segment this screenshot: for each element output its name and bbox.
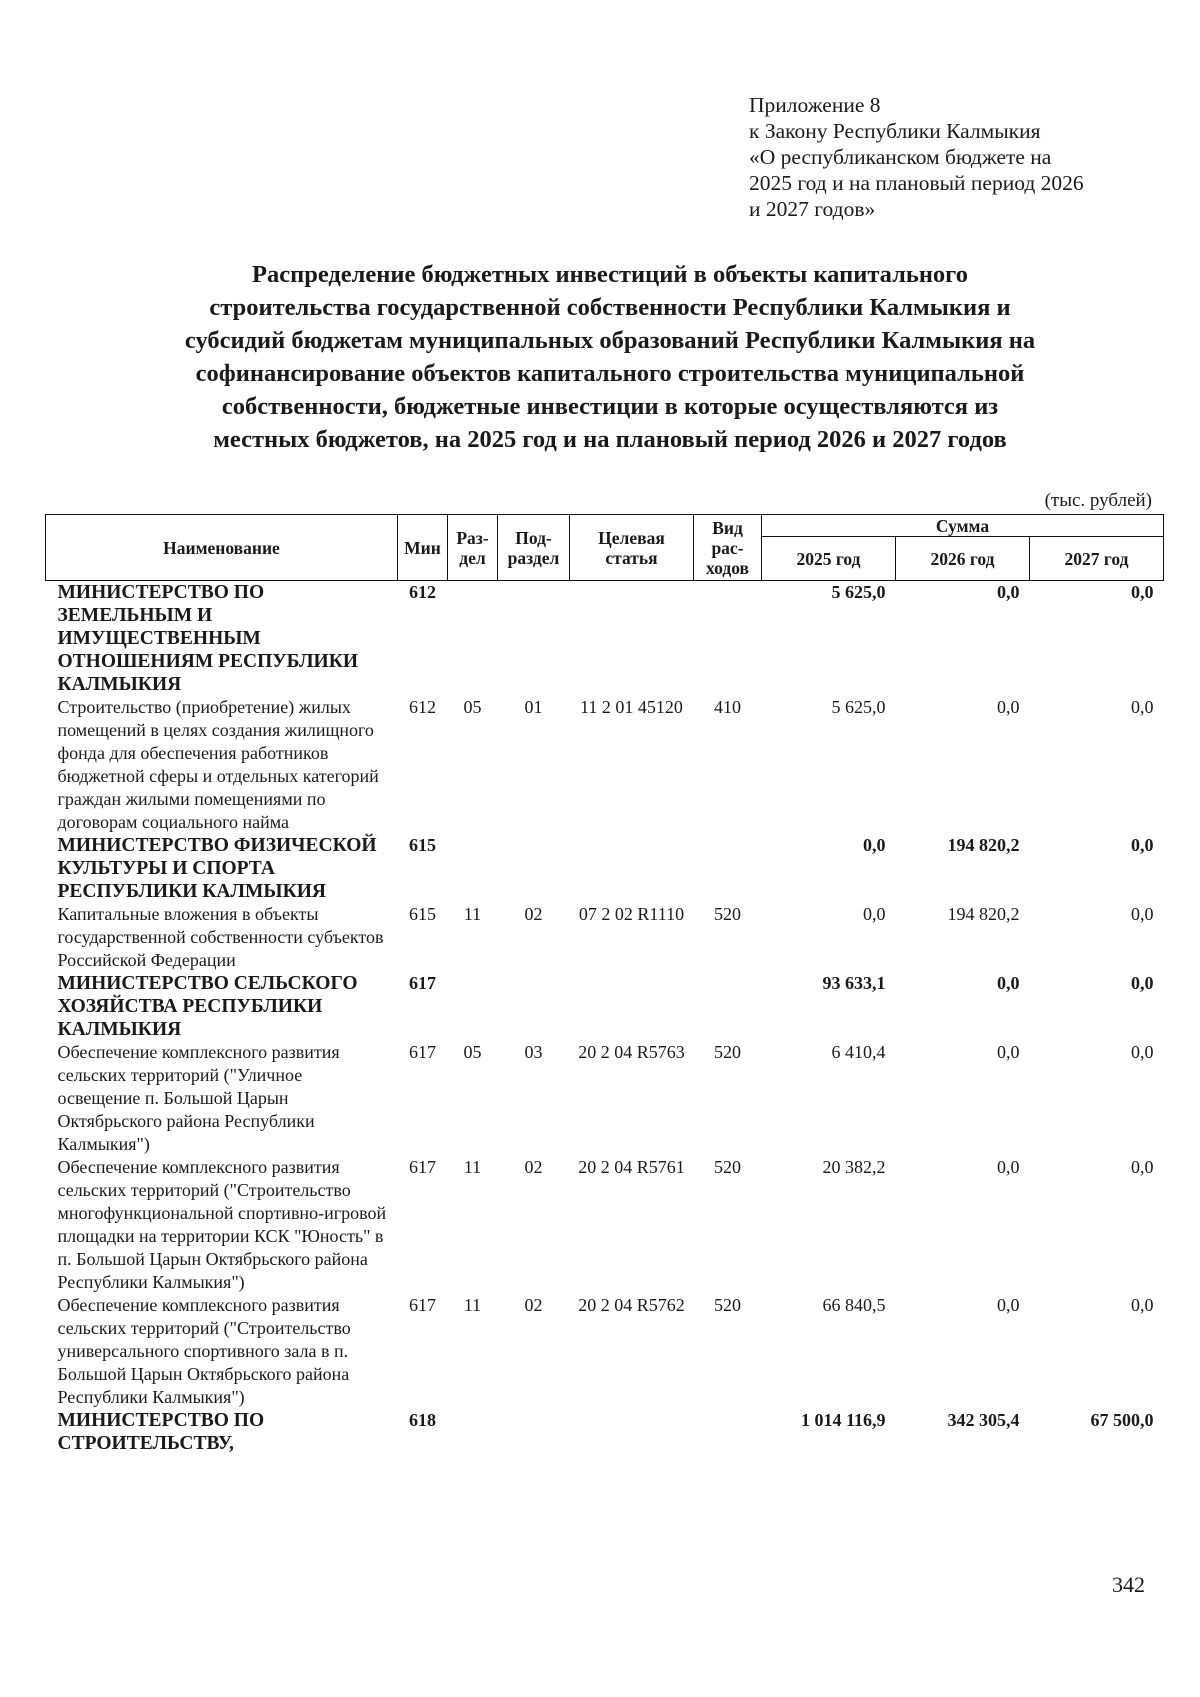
table-row [46,1041,1164,1156]
row-name: Обеспечение комплексного развития сельских территорий ("Строительство универсального спортивного зала в п. Большой Царын Октябрьского района Республики Калмыкия") [57,1295,351,1407]
table-row [46,581,1164,697]
row-2025: 1 014 116,9 [800,1410,886,1430]
row-razdel [448,581,498,697]
title-line: Распределение бюджетных инвестиций в объекты капитального [252,261,968,288]
row-razdel [448,1409,498,1455]
row-2025: 5 625,0 [831,697,886,717]
row-2025: 6 410,4 [831,1042,886,1062]
units-label: (тыс. рублей) [1044,490,1152,511]
row-podrazdel: 02 [524,1295,543,1315]
row-2027: 0,0 [1131,1042,1154,1062]
row-razdel: 11 [463,1157,482,1177]
row-target [570,972,694,1041]
title-line: собственности, бюджетные инвестиции в которые осуществляются из [221,393,999,420]
row-min: 617 [409,973,436,993]
row-2026: 0,0 [997,1157,1020,1177]
row-2025: 0,0 [863,835,886,855]
row-target: 20 2 04 R5762 [578,1295,685,1315]
row-vid: 520 [714,1157,741,1177]
row-min: 612 [409,697,436,717]
row-name: МИНИСТЕРСТВО ФИЗИЧЕСКОЙ КУЛЬТУРЫ И СПОРТА РЕСПУБЛИКИ КАЛМЫКИЯ [57,835,377,902]
title-line: строительства государственной собственности Республики Калмыкия и [209,294,1011,321]
row-2026: 0,0 [997,582,1020,602]
row-podrazdel: 02 [524,904,543,924]
table-row [46,834,1164,903]
table-row [46,1409,1164,1455]
row-target: 20 2 04 R5763 [578,1042,685,1062]
row-2025: 0,0 [863,904,886,924]
row-podrazdel: 03 [524,1042,543,1062]
row-2026: 0,0 [997,697,1020,717]
header-min: Мин [398,515,448,581]
row-2026: 0,0 [997,1295,1020,1315]
row-target [570,834,694,903]
header-razdel: Раз-дел [448,515,498,581]
row-2025: 66 840,5 [822,1295,886,1315]
header-2026: 2026 год [896,537,1030,581]
row-2025: 20 382,2 [822,1157,886,1177]
row-vid: 520 [714,1042,741,1062]
row-podrazdel: 01 [524,697,543,717]
row-razdel: 11 [463,904,482,924]
table-row [46,1294,1164,1409]
row-podrazdel: 02 [524,1157,543,1177]
table-row [46,903,1164,972]
document-title [110,258,1110,456]
row-podrazdel [498,1409,570,1455]
row-min: 615 [409,835,436,855]
header-podrazdel: Под-раздел [498,515,570,581]
row-vid [694,834,762,903]
row-2025: 5 625,0 [831,582,886,602]
table-row [46,972,1164,1041]
row-2027: 0,0 [1131,582,1154,602]
row-name: Капитальные вложения в объекты государственной собственности субъектов Российской Федерации [57,904,384,970]
header-sum: Сумма [762,515,1164,537]
row-2026: 342 305,4 [947,1410,1020,1430]
row-name: Обеспечение комплексного развития сельских территорий ("Строительство многофункциональной спортивно-игровой площадки на территории КСК "Юность" в п. Большой Царын Октябрьского района Республики Калмыкия") [57,1157,387,1292]
title-line: субсидий бюджетам муниципальных образований Республики Калмыкия на [184,327,1036,354]
row-2025: 93 633,1 [822,973,886,993]
row-2027: 0,0 [1131,697,1154,717]
appendix-line: и 2027 годов» [749,197,876,221]
row-vid [694,972,762,1041]
row-vid: 410 [714,697,741,717]
row-name: МИНИСТЕРСТВО СЕЛЬСКОГО ХОЗЯЙСТВА РЕСПУБЛИКИ КАЛМЫКИЯ [57,973,358,1040]
row-vid [694,581,762,697]
appendix-line: «О республиканском бюджете на [749,145,1052,169]
row-name: Обеспечение комплексного развития сельских территорий ("Уличное освещение п. Большой Царын Октябрьского района Республики Калмыкия") [57,1042,340,1154]
header-target: Целевая статья [570,515,694,581]
table-row [46,1156,1164,1294]
row-min: 615 [409,904,436,924]
table-row [46,696,1164,834]
row-target [570,1409,694,1455]
row-target: 11 2 01 45120 [580,697,683,717]
row-podrazdel [498,581,570,697]
row-name: МИНИСТЕРСТВО ПО СТРОИТЕЛЬСТВУ, [57,1410,265,1454]
row-min: 617 [409,1042,436,1062]
row-2027: 0,0 [1131,904,1154,924]
appendix-block [749,92,1169,222]
row-target [570,581,694,697]
row-2026: 0,0 [997,1042,1020,1062]
row-razdel: 05 [463,1042,482,1062]
row-razdel: 05 [463,697,482,717]
row-min: 617 [409,1157,436,1177]
appendix-line: Приложение 8 [749,93,881,117]
row-min: 618 [409,1410,436,1430]
header-name: Наименование [46,515,398,581]
row-2027: 0,0 [1131,973,1154,993]
row-podrazdel [498,972,570,1041]
row-2027: 0,0 [1131,835,1154,855]
row-name: Строительство (приобретение) жилых помещений в целях создания жилищного фонда для обеспечения работников бюджетной сферы и отдельных категорий граждан жилыми помещениями по договорам социального найма [57,697,379,832]
row-2026: 194 820,2 [947,904,1020,924]
row-2027: 0,0 [1131,1157,1154,1177]
row-vid: 520 [714,904,741,924]
row-vid: 520 [714,1295,741,1315]
header-vid: Вид рас-ходов [694,515,762,581]
row-2026: 194 820,2 [947,835,1020,855]
header-2027: 2027 год [1030,537,1164,581]
row-podrazdel [498,834,570,903]
row-2027: 67 500,0 [1090,1410,1154,1430]
row-vid [694,1409,762,1455]
row-name: МИНИСТЕРСТВО ПО ЗЕМЕЛЬНЫМ И ИМУЩЕСТВЕННЫМ ОТНОШЕНИЯМ РЕСПУБЛИКИ КАЛМЫКИЯ [57,582,359,695]
row-2026: 0,0 [997,973,1020,993]
appendix-line: 2025 год и на плановый период 2026 [749,171,1084,195]
row-target: 20 2 04 R5761 [578,1157,685,1177]
row-2027: 0,0 [1131,1295,1154,1315]
header-2025: 2025 год [762,537,896,581]
row-target: 07 2 02 R1110 [578,904,685,924]
appendix-line: к Закону Республики Калмыкия [749,119,1041,143]
row-razdel [448,972,498,1041]
page-number: 342 [1112,1572,1145,1597]
row-min: 617 [409,1295,436,1315]
row-min: 612 [409,582,436,602]
row-razdel: 11 [463,1295,482,1315]
row-razdel [448,834,498,903]
budget-table [45,514,1164,1455]
title-line: местных бюджетов, на 2025 год и на плановый период 2026 и 2027 годов [213,426,1007,453]
title-line: софинансирование объектов капитального строительства муниципальной [195,360,1025,387]
